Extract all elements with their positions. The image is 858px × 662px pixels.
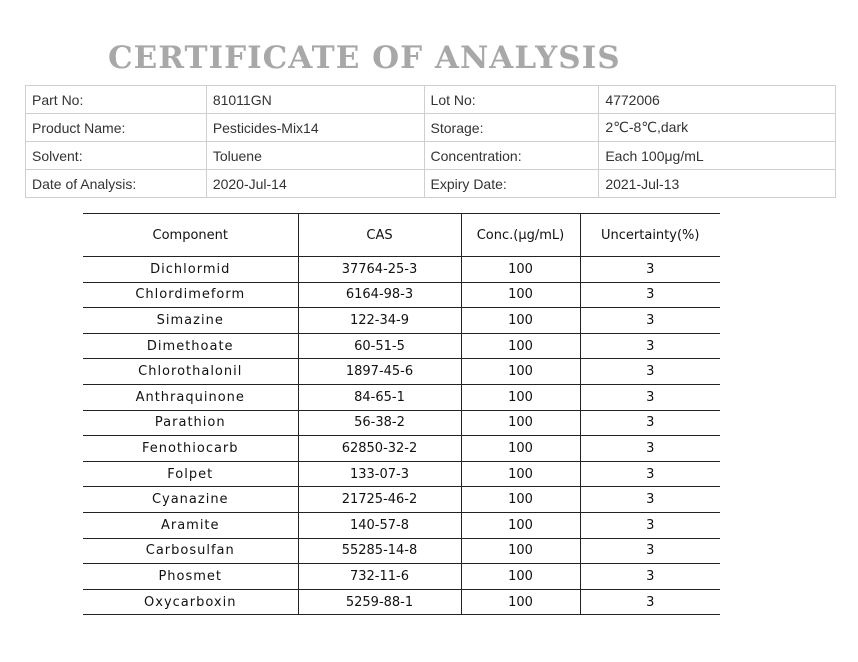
concentration: 100 (461, 333, 580, 359)
concentration: 100 (461, 589, 580, 615)
concentration: 100 (461, 461, 580, 487)
uncertainty: 3 (580, 333, 720, 359)
info-label: Date of Analysis: (26, 170, 207, 198)
cas-number: 21725-46-2 (298, 487, 461, 513)
component-name: Oxycarboxin (83, 589, 298, 615)
table-row (83, 512, 720, 538)
info-label: Lot No: (424, 86, 599, 114)
uncertainty: 3 (580, 487, 720, 513)
concentration: 100 (461, 538, 580, 564)
cas-number: 55285-14-8 (298, 538, 461, 564)
component-table (83, 213, 720, 615)
component-name: Phosmet (83, 564, 298, 590)
info-label: Storage: (424, 114, 599, 142)
table-row (83, 487, 720, 513)
uncertainty: 3 (580, 564, 720, 590)
component-name: Cyanazine (83, 487, 298, 513)
info-value: 2℃-8℃,dark (599, 114, 836, 142)
cas-number: 122-34-9 (298, 308, 461, 334)
component-name: Fenothiocarb (83, 436, 298, 462)
info-label: Part No: (26, 86, 207, 114)
cas-number: 133-07-3 (298, 461, 461, 487)
table-row (83, 384, 720, 410)
uncertainty: 3 (580, 512, 720, 538)
uncertainty: 3 (580, 589, 720, 615)
concentration: 100 (461, 257, 580, 283)
info-value: Toluene (206, 142, 424, 170)
concentration: 100 (461, 282, 580, 308)
info-row (26, 170, 836, 198)
table-row (83, 359, 720, 385)
uncertainty: 3 (580, 410, 720, 436)
cas-number: 6164-98-3 (298, 282, 461, 308)
component-name: Folpet (83, 461, 298, 487)
table-row (83, 538, 720, 564)
cas-number: 56-38-2 (298, 410, 461, 436)
cas-number: 5259-88-1 (298, 589, 461, 615)
component-name: Dimethoate (83, 333, 298, 359)
concentration: 100 (461, 384, 580, 410)
uncertainty: 3 (580, 538, 720, 564)
concentration: 100 (461, 564, 580, 590)
uncertainty: 3 (580, 308, 720, 334)
table-row (83, 410, 720, 436)
info-label: Expiry Date: (424, 170, 599, 198)
uncertainty: 3 (580, 384, 720, 410)
table-row (83, 436, 720, 462)
info-table (25, 85, 836, 198)
info-value: 2020-Jul-14 (206, 170, 424, 198)
component-name: Aramite (83, 512, 298, 538)
table-row (83, 282, 720, 308)
component-name: Dichlormid (83, 257, 298, 283)
table-row (83, 257, 720, 283)
concentration: 100 (461, 512, 580, 538)
header-concentration: Conc.(μg/mL) (461, 214, 580, 257)
component-name: Chlordimeform (83, 282, 298, 308)
header-cas: CAS (298, 214, 461, 257)
info-row (26, 114, 836, 142)
component-name: Chlorothalonil (83, 359, 298, 385)
uncertainty: 3 (580, 436, 720, 462)
uncertainty: 3 (580, 282, 720, 308)
component-name: Carbosulfan (83, 538, 298, 564)
table-row (83, 308, 720, 334)
header-component: Component (83, 214, 298, 257)
header-uncertainty: Uncertainty(%) (580, 214, 720, 257)
cas-number: 732-11-6 (298, 564, 461, 590)
info-label: Concentration: (424, 142, 599, 170)
concentration: 100 (461, 359, 580, 385)
info-value: 2021-Jul-13 (599, 170, 836, 198)
cas-number: 60-51-5 (298, 333, 461, 359)
concentration: 100 (461, 308, 580, 334)
component-name: Simazine (83, 308, 298, 334)
concentration: 100 (461, 487, 580, 513)
info-value: Each 100μg/mL (599, 142, 836, 170)
info-row (26, 86, 836, 114)
info-value: Pesticides-Mix14 (206, 114, 424, 142)
cas-number: 37764-25-3 (298, 257, 461, 283)
info-value: 81011GN (206, 86, 424, 114)
table-row (83, 564, 720, 590)
cas-number: 84-65-1 (298, 384, 461, 410)
document-title: CERTIFICATE OF ANALYSIS (108, 40, 621, 76)
info-row (26, 142, 836, 170)
component-name: Parathion (83, 410, 298, 436)
uncertainty: 3 (580, 257, 720, 283)
concentration: 100 (461, 410, 580, 436)
cas-number: 1897-45-6 (298, 359, 461, 385)
table-row (83, 461, 720, 487)
cas-number: 62850-32-2 (298, 436, 461, 462)
table-row (83, 589, 720, 615)
info-label: Solvent: (26, 142, 207, 170)
component-name: Anthraquinone (83, 384, 298, 410)
concentration: 100 (461, 436, 580, 462)
table-row (83, 333, 720, 359)
uncertainty: 3 (580, 461, 720, 487)
table-header-row (83, 214, 720, 257)
info-value: 4772006 (599, 86, 836, 114)
info-label: Product Name: (26, 114, 207, 142)
cas-number: 140-57-8 (298, 512, 461, 538)
uncertainty: 3 (580, 359, 720, 385)
